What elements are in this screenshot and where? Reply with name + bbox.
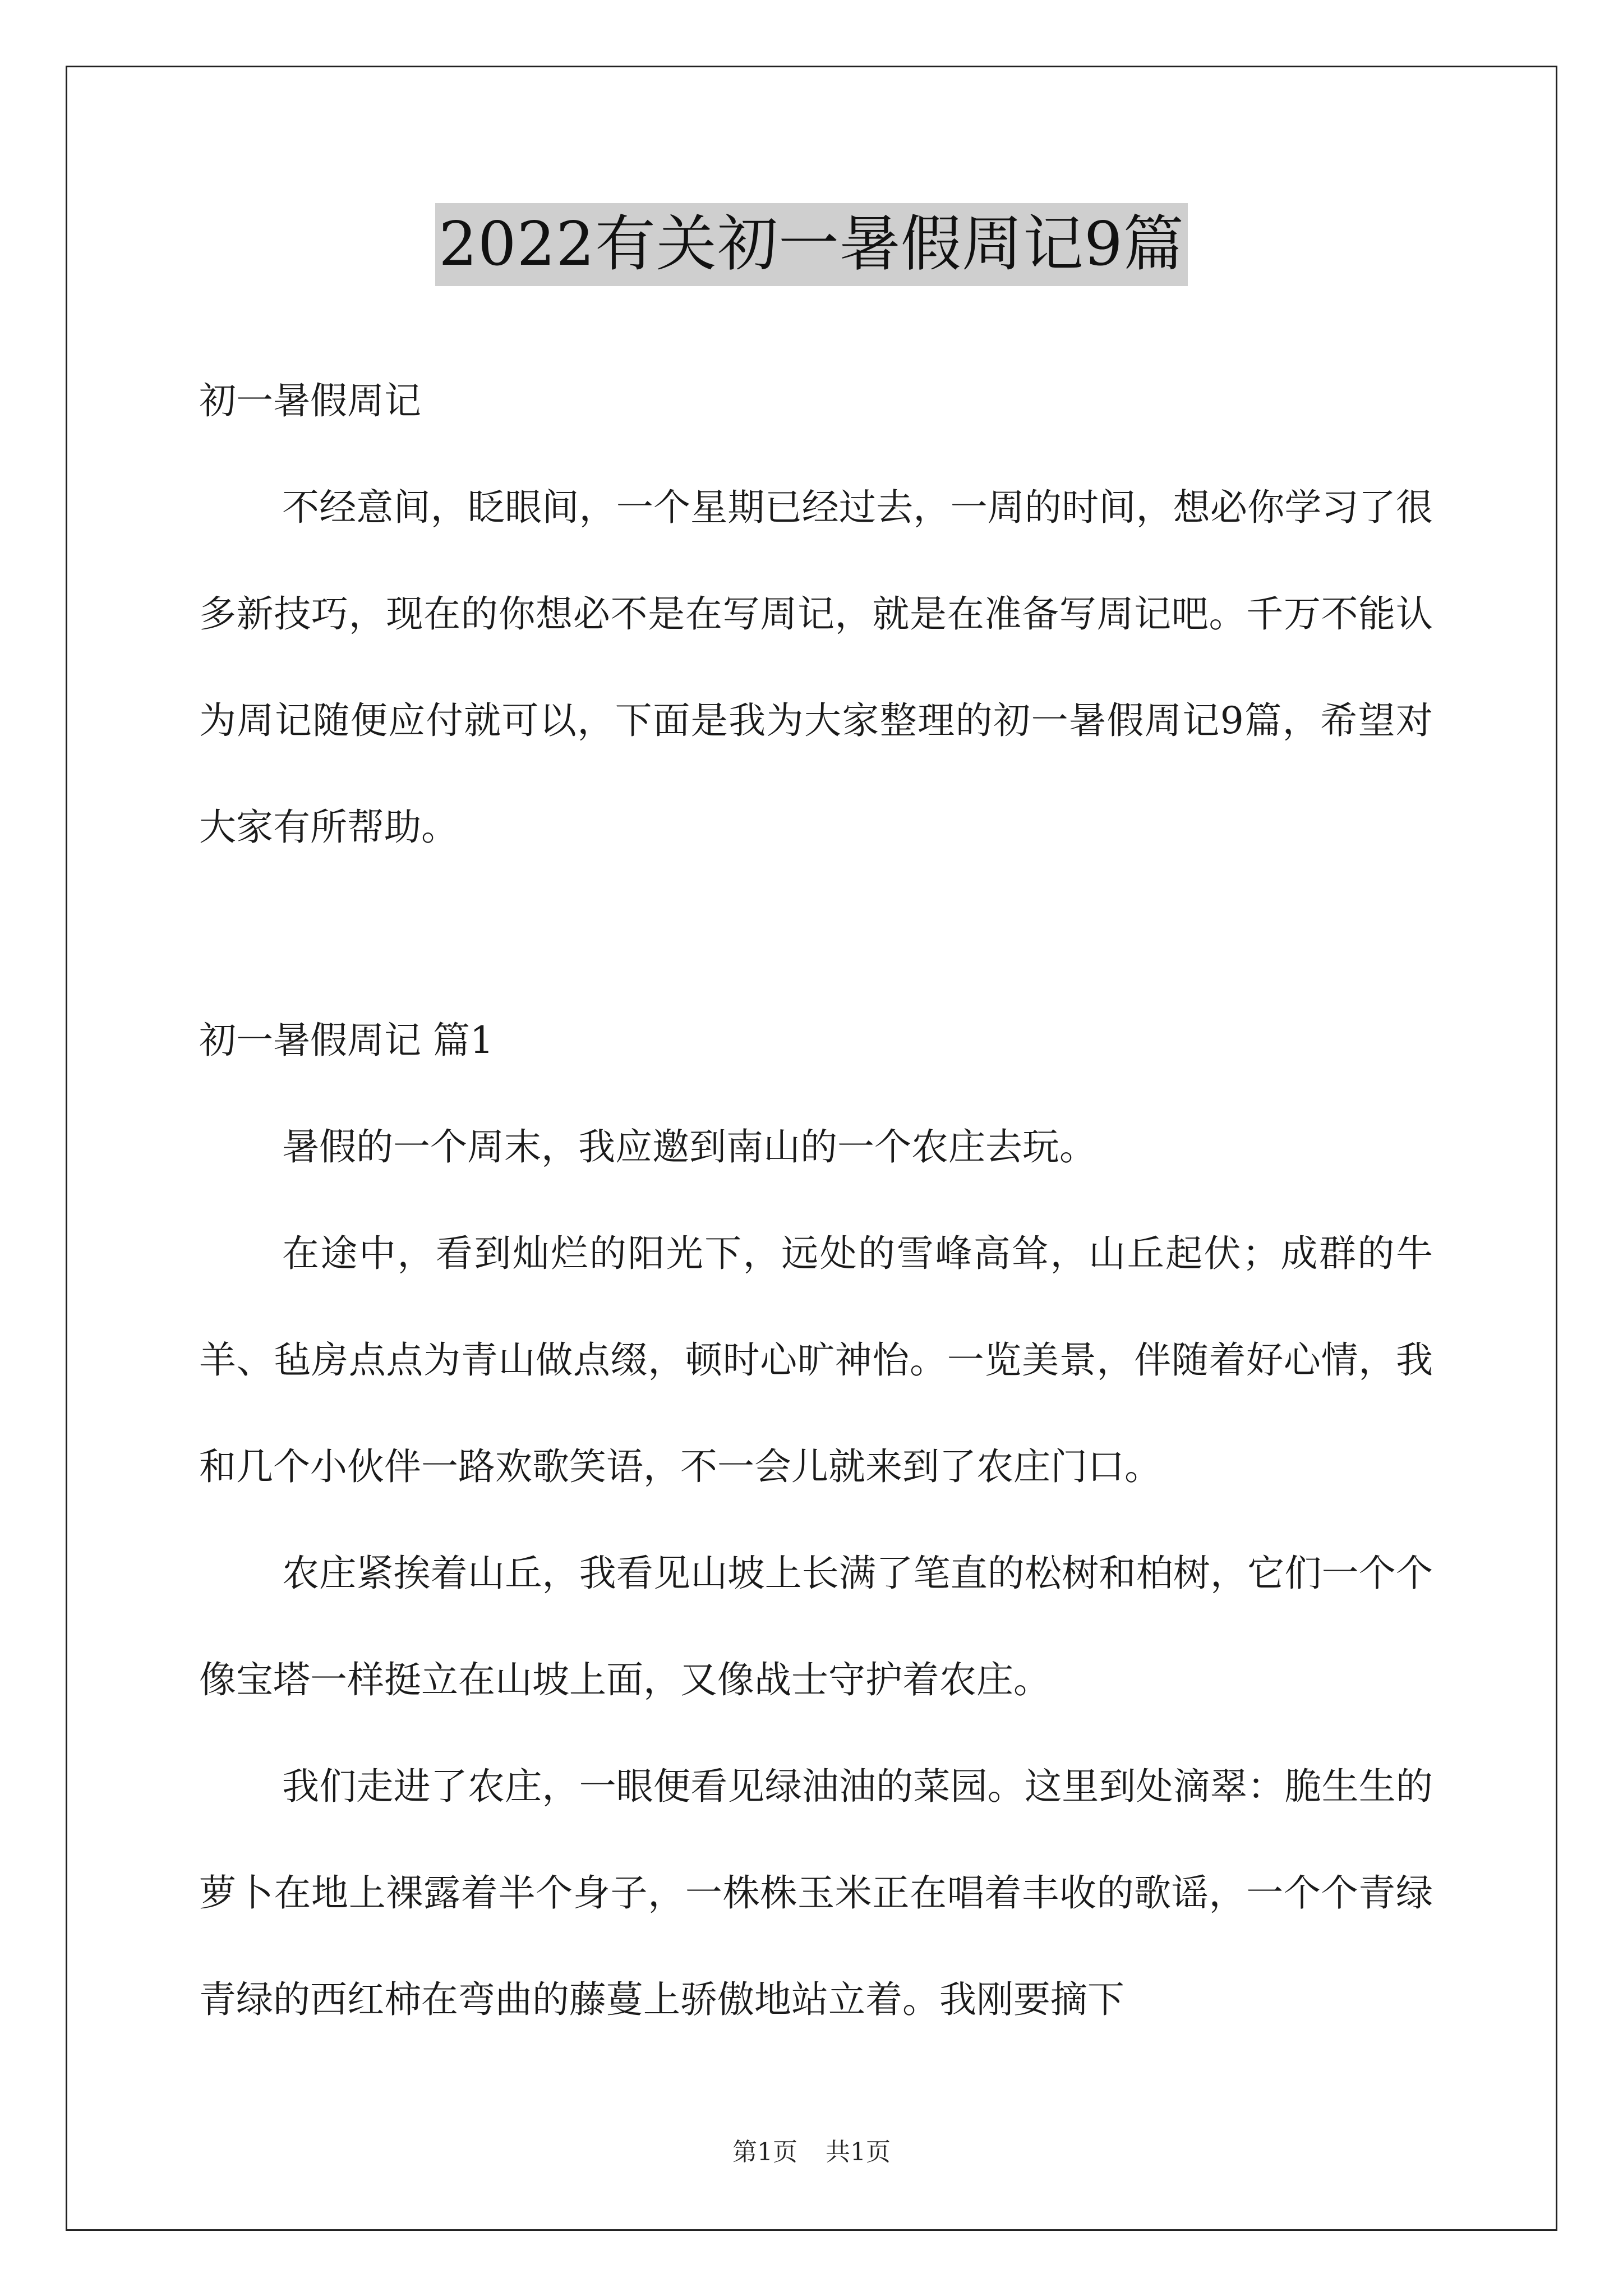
section-heading: 初一暑假周记 篇1 (199, 1019, 494, 1062)
page-number: 第1页 (732, 2138, 797, 2166)
title-container (0, 203, 1623, 286)
section-spacer (199, 881, 1433, 987)
body-paragraph: 在途中，看到灿烂的阳光下，远处的雪峰高耸，山丘起伏；成群的牛羊、毡房点点为青山做点缀，顿时心旷神怡。一览美景，伴随着好心情，我和几个小伙伴一路欢歌笑语，不一会儿就来到了农庄门口。 (199, 1232, 1433, 1488)
intro-heading: 初一暑假周记 (199, 379, 421, 422)
body-paragraph: 农庄紧挨着山丘，我看见山坡上长满了笔直的松树和柏树，它们一个个像宝塔一样挺立在山坡上面，又像战士守护着农庄。 (199, 1552, 1433, 1701)
body-paragraph: 暑假的一个周末，我应邀到南山的一个农庄去玩。 (282, 1125, 1096, 1168)
body-paragraph: 我们走进了农庄，一眼便看见绿油油的菜园。这里到处滴翠：脆生生的萝卜在地上裸露着半个身子，一株株玉米正在唱着丰收的歌谣，一个个青绿青绿的西红柿在弯曲的藤蔓上骄傲地站立着。我刚要摘下 (199, 1765, 1433, 2021)
page-footer (0, 2132, 1623, 2168)
document-body (199, 348, 1433, 2053)
document-title: 2022有关初一暑假周记9篇 (435, 203, 1188, 286)
intro-paragraph: 不经意间，眨眼间，一个星期已经过去，一周的时间，想必你学习了很多新技巧，现在的你想必不是在写周记，就是在准备写周记吧。千万不能认为周记随便应付就可以，下面是我为大家整理的初一暑假周记9篇，希望对大家有所帮助。 (199, 486, 1433, 849)
page-total: 共1页 (826, 2138, 891, 2166)
